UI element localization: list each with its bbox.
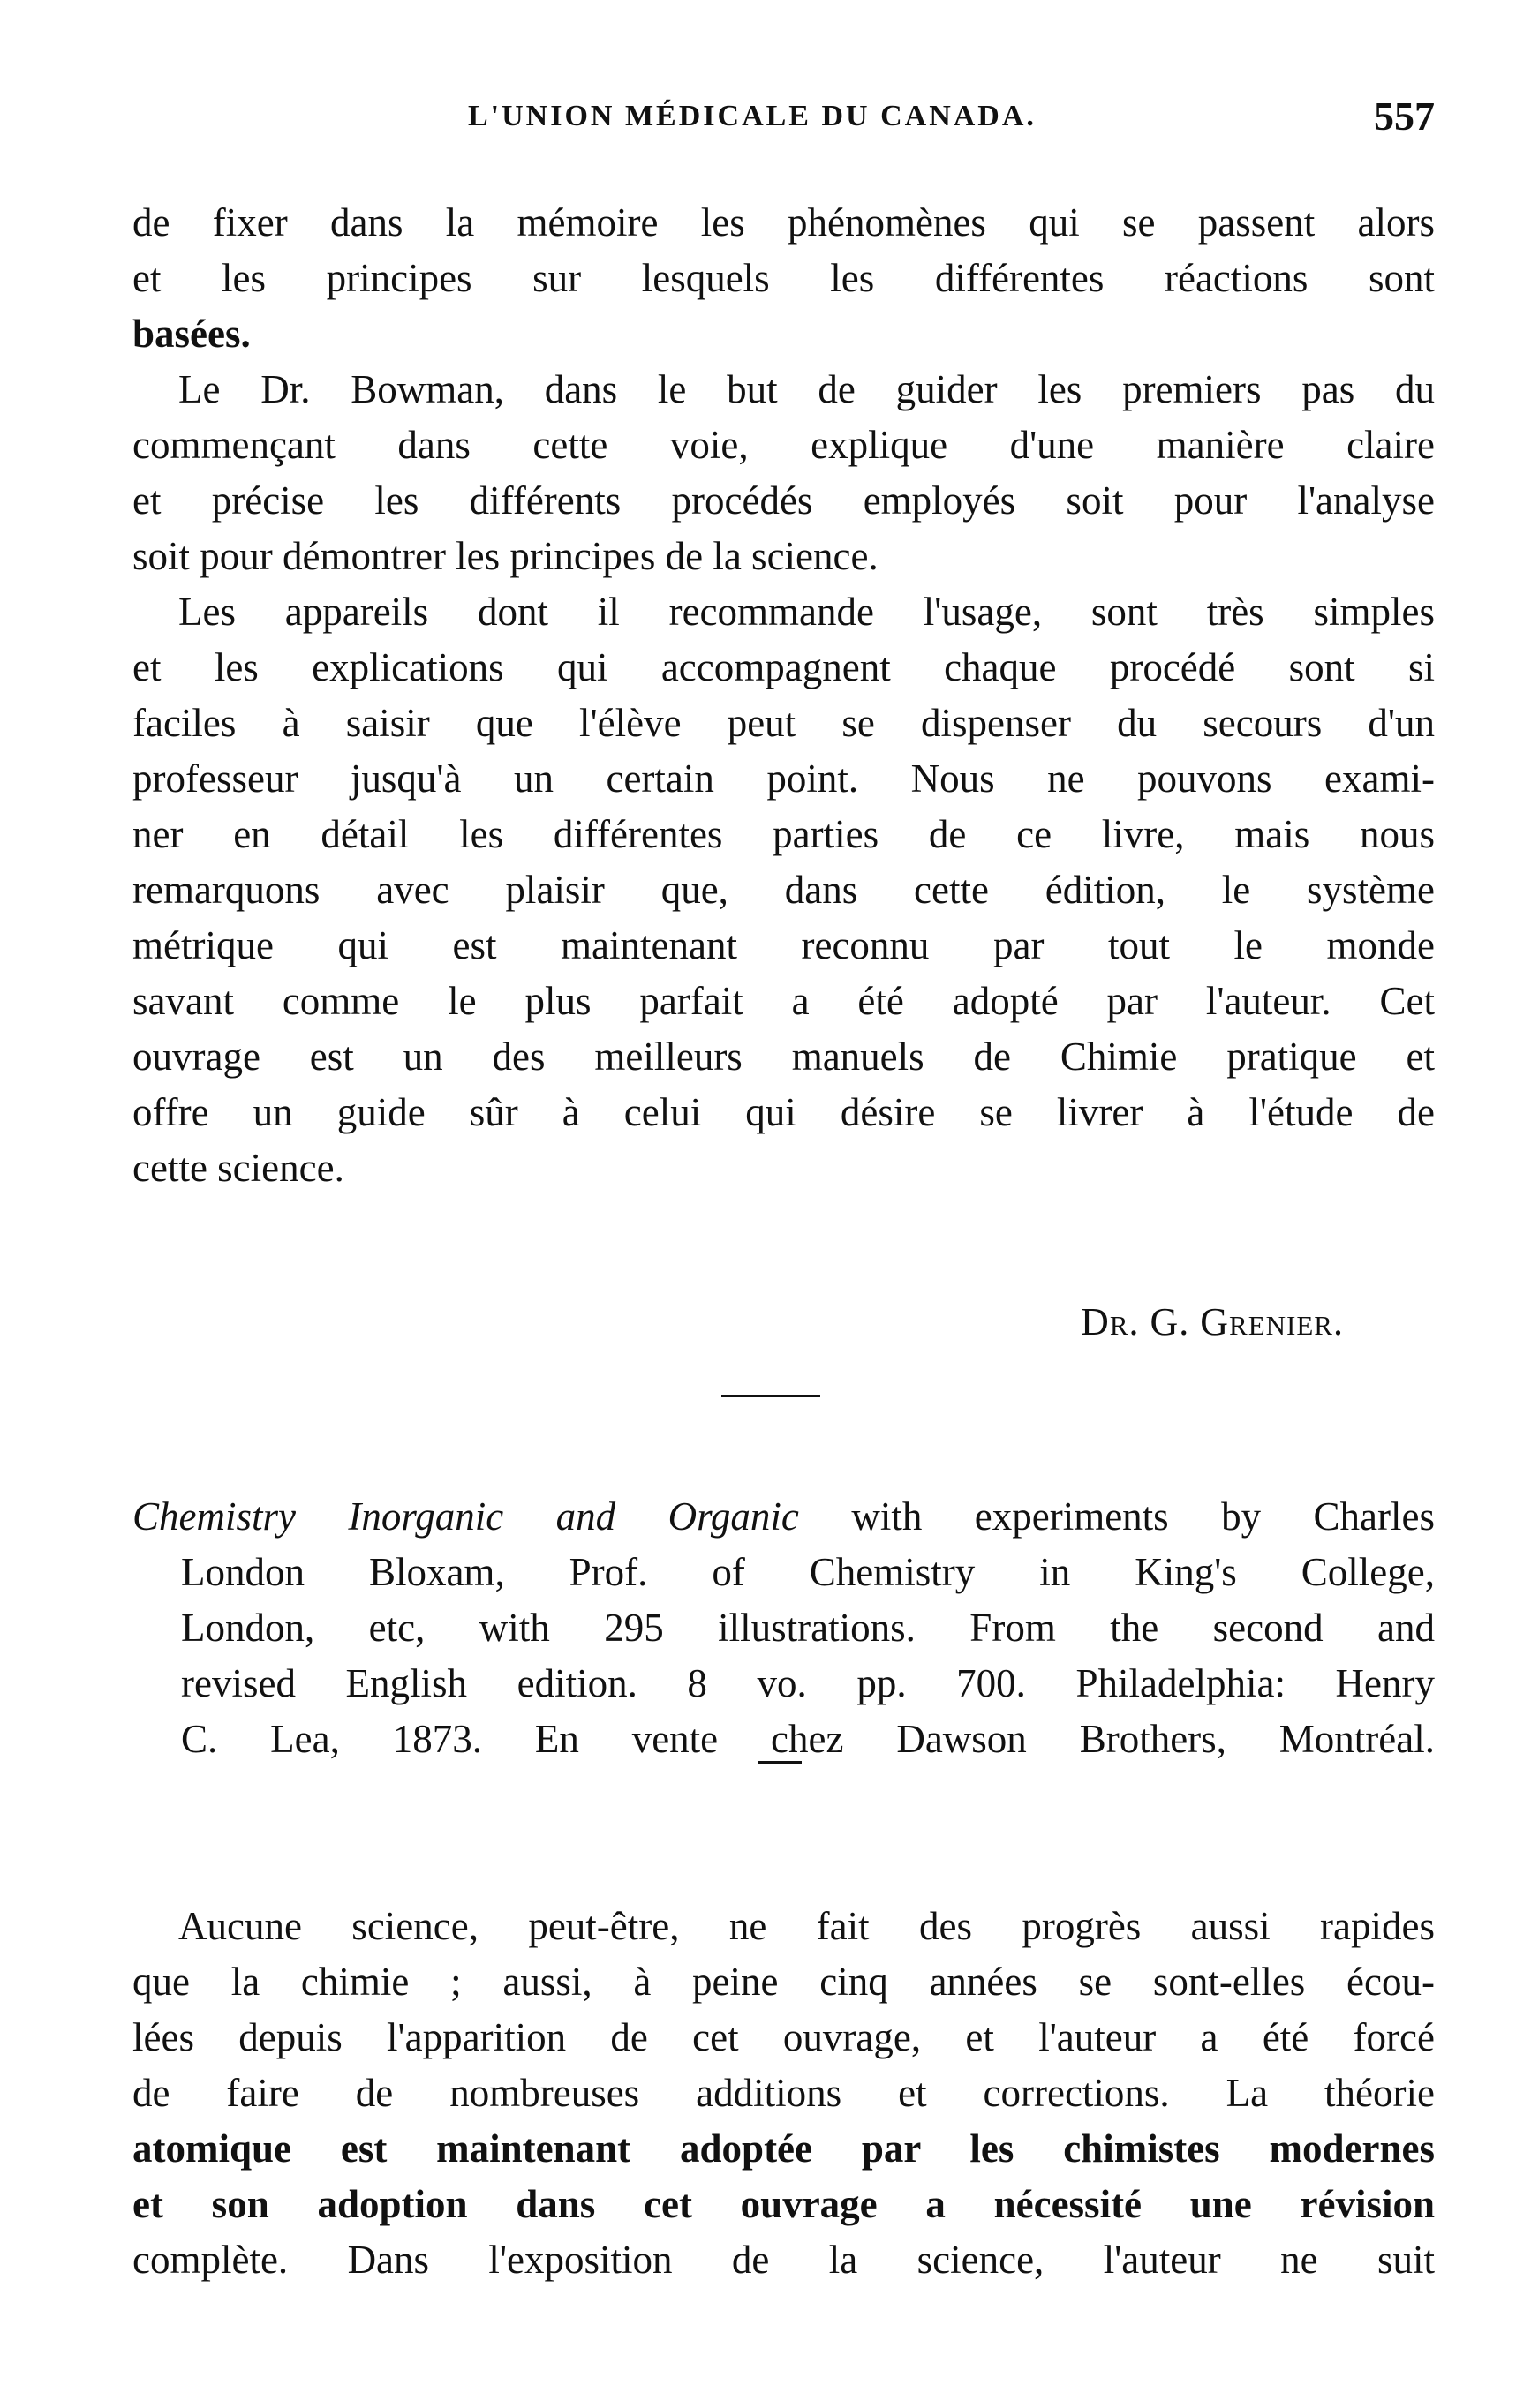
text-line: et précise les différents procédés employés soit pour l'analyse (132, 478, 1435, 523)
text-line: savant comme le plus parfait a été adopté par l'auteur. Cet (132, 979, 1435, 1023)
text-line: London Bloxam, Prof. of Chemistry in King's College, (181, 1550, 1435, 1594)
text-line: et les principes sur lesquels les différentes réactions sont (132, 256, 1435, 300)
text-line: offre un guide sûr à celui qui désire se livrer à l'étude de (132, 1090, 1435, 1134)
text-line: Les appareils dont il recommande l'usage, sont très simples (178, 590, 1435, 634)
page-number: 557 (1374, 94, 1435, 139)
text-line: et les explications qui accompagnent chaque procédé sont si (132, 645, 1435, 689)
text-line: revised English edition. 8 vo. pp. 700. Philadelphia: Henry (181, 1661, 1435, 1705)
text-line: soit pour démontrer les principes de la science. (132, 534, 879, 578)
text-line: de fixer dans la mémoire les phénomènes qui se passent alors (132, 200, 1435, 245)
text-line: de faire de nombreuses additions et corrections. La théorie (132, 2071, 1435, 2115)
text-line: cette science. (132, 1146, 344, 1190)
text-line: faciles à saisir que l'élève peut se dispenser du secours d'un (132, 701, 1435, 745)
text-line: atomique est maintenant adoptée par les chimistes modernes (132, 2126, 1435, 2171)
running-title: L'UNION MÉDICALE DU CANADA. (468, 100, 1037, 132)
text-line: basées. (132, 312, 251, 356)
text-line: lées depuis l'apparition de cet ouvrage, et l'auteur a été forcé (132, 2015, 1435, 2059)
citation-first-line (132, 1490, 1435, 1543)
signature: Dr. G. Grenier. (1081, 1300, 1344, 1343)
text-line: métrique qui est maintenant reconnu par tout le monde (132, 923, 1435, 967)
running-head (132, 93, 1435, 146)
text-line: Le Dr. Bowman, dans le but de guider les premiers pas du (178, 367, 1435, 411)
citation-text: with experiments by Charles (798, 1494, 1436, 1539)
text-line: Aucune science, peut-être, ne fait des progrès aussi rapides (178, 1904, 1435, 1948)
section-divider (758, 1761, 802, 1764)
text-line: C. Lea, 1873. En vente chez Dawson Brothers, Montréal. (181, 1717, 1435, 1761)
text-line: ouvrage est un des meilleurs manuels de Chimie pratique et (132, 1035, 1435, 1079)
text-line: et son adoption dans cet ouvrage a nécessité une révision (132, 2182, 1435, 2226)
section-divider (721, 1395, 820, 1397)
text-line: que la chimie ; aussi, à peine cinq années se sont-elles écou- (132, 1960, 1435, 2004)
text-line: remarquons avec plaisir que, dans cette édition, le système (132, 868, 1435, 912)
text-line: ner en détail les différentes parties de ce livre, mais nous (132, 812, 1435, 856)
text-line: London, etc, with 295 illustrations. From the second and (181, 1606, 1435, 1650)
text-line: commençant dans cette voie, explique d'une manière claire (132, 423, 1435, 467)
text-line: complète. Dans l'exposition de la science, l'auteur ne suit (132, 2238, 1435, 2282)
book-title: Chemistry Inorganic and Organic (132, 1494, 799, 1539)
text-line: professeur jusqu'à un certain point. Nous ne pouvons exami- (132, 756, 1435, 801)
